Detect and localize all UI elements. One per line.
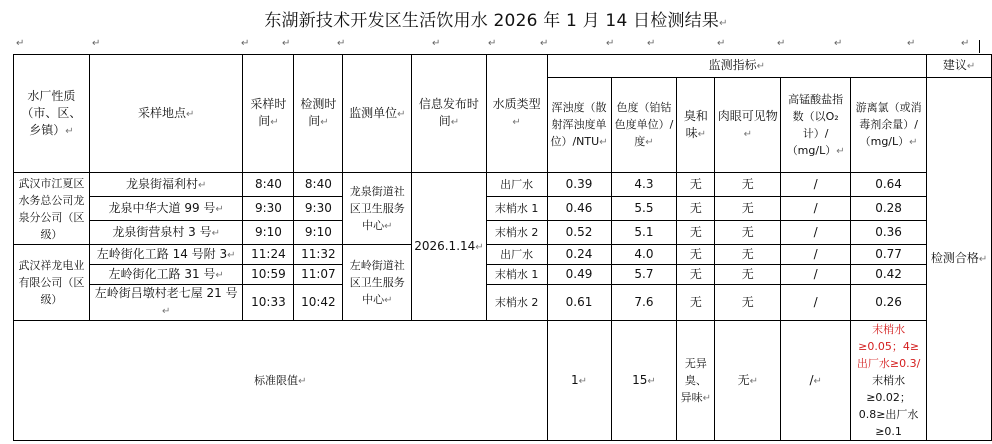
header-suggestion: 建议↵: [927, 55, 992, 78]
sample-time-cell: 9:10: [243, 221, 294, 245]
turbidity-cell: 0.61: [547, 285, 611, 321]
site-cell: 左岭街吕墩村老七屋 21 号↵: [89, 285, 243, 321]
unit-cell: 龙泉街道社区卫生服务中心↵: [343, 173, 412, 245]
page-title: 东湖新技术开发区生活饮用水 2026 年 1 月 14 日检测结果↵: [264, 11, 728, 31]
water-type-cell: 出厂水: [486, 245, 547, 265]
sample-time-cell: 10:33: [243, 285, 294, 321]
standard-chlorine-red: 末梢水≥0.05；4≥出厂水≥0.3/: [856, 323, 921, 370]
water-type-cell: 末梢水 1: [486, 197, 547, 221]
color-cell: 5.5: [611, 197, 677, 221]
standard-color: 15↵: [611, 321, 677, 441]
permanganate-cell: /: [781, 221, 851, 245]
turbidity-cell: 0.49: [547, 265, 611, 285]
odor-cell: 无: [677, 285, 715, 321]
header-water-type: 水质类型↵: [486, 55, 547, 173]
table-row: [14, 285, 992, 321]
permanganate-cell: /: [781, 173, 851, 197]
permanganate-cell: /: [781, 285, 851, 321]
standard-permanganate: /↵: [781, 321, 851, 441]
visible-cell: 无: [715, 173, 781, 197]
chlorine-cell: 0.26: [851, 285, 927, 321]
table-row: [14, 245, 992, 265]
test-time-cell: 9:10: [294, 221, 343, 245]
sample-time-cell: 8:40: [243, 173, 294, 197]
text-cursor: [979, 40, 980, 53]
test-time-cell: 11:07: [294, 265, 343, 285]
color-cell: 4.3: [611, 173, 677, 197]
water-type-cell: 末梢水 1: [486, 265, 547, 285]
color-cell: 5.1: [611, 221, 677, 245]
header-visible: 肉眼可见物↵: [715, 78, 781, 173]
test-time-cell: 8:40: [294, 173, 343, 197]
test-time-cell: 11:32: [294, 245, 343, 265]
header-site: 采样地点↵: [89, 55, 243, 173]
site-cell: 龙泉中华大道 99 号↵: [89, 197, 243, 221]
visible-cell: 无: [715, 197, 781, 221]
sample-time-cell: 9:30: [243, 197, 294, 221]
standard-visible: 无↵: [715, 321, 781, 441]
standard-label: 标准限值↵: [14, 321, 548, 441]
chlorine-cell: 0.42: [851, 265, 927, 285]
standard-turbidity: 1↵: [547, 321, 611, 441]
visible-cell: 无: [715, 245, 781, 265]
table-row: [14, 173, 992, 197]
chlorine-cell: 0.36: [851, 221, 927, 245]
odor-cell: 无: [677, 173, 715, 197]
odor-cell: 无: [677, 197, 715, 221]
header-turbidity: 浑浊度（散射浑浊度单位）/NTU↵: [547, 78, 611, 173]
turbidity-cell: 0.39: [547, 173, 611, 197]
visible-cell: 无: [715, 221, 781, 245]
test-time-cell: 10:42: [294, 285, 343, 321]
standard-chlorine: [851, 321, 927, 441]
sample-time-cell: 11:24: [243, 245, 294, 265]
turbidity-cell: 0.46: [547, 197, 611, 221]
publish-date-cell: 2026.1.14↵: [412, 173, 486, 321]
standard-row: [14, 321, 992, 441]
visible-cell: 无: [715, 285, 781, 321]
sample-time-cell: 10:59: [243, 265, 294, 285]
header-permanganate: 高锰酸盐指数（以O₂计）/（mg/L）↵: [781, 78, 851, 173]
chlorine-cell: 0.28: [851, 197, 927, 221]
header-publish-time: 信息发布时间↵: [412, 55, 486, 173]
color-cell: 5.7: [611, 265, 677, 285]
header-odor: 臭和味↵: [677, 78, 715, 173]
results-table: [13, 54, 992, 441]
header-plant: 水厂性质（市、区、乡镇）↵: [14, 55, 90, 173]
visible-cell: 无: [715, 265, 781, 285]
header-sample-time: 采样时间↵: [243, 55, 294, 173]
permanganate-cell: /: [781, 245, 851, 265]
header-color: 色度（铂钴色度单位）/度↵: [611, 78, 677, 173]
site-cell: 龙泉街福利村↵: [89, 173, 243, 197]
water-type-cell: 末梢水 2: [486, 221, 547, 245]
standard-chlorine-black: 末梢水≥0.02；0.8≥出厂水≥0.1: [858, 374, 919, 438]
water-type-cell: 末梢水 2: [486, 285, 547, 321]
permanganate-cell: /: [781, 197, 851, 221]
color-cell: 4.0: [611, 245, 677, 265]
turbidity-cell: 0.24: [547, 245, 611, 265]
header-chlorine: 游离氯（或消毒剂余量）/（mg/L）↵: [851, 78, 927, 173]
turbidity-cell: 0.52: [547, 221, 611, 245]
chlorine-cell: 0.64: [851, 173, 927, 197]
plant-cell: 武汉市江夏区水务总公司龙泉分公司（区级）: [14, 173, 90, 245]
site-cell: 左岭街化工路 14 号附 3↵: [89, 245, 243, 265]
table-row: [14, 265, 992, 285]
standard-odor: 无异臭、异味↵: [677, 321, 715, 441]
chlorine-cell: 0.77: [851, 245, 927, 265]
color-cell: 7.6: [611, 285, 677, 321]
site-cell: 左岭街化工路 31 号↵: [89, 265, 243, 285]
table-row: [14, 197, 992, 221]
table-row: [14, 221, 992, 245]
site-cell: 龙泉街营泉村 3 号↵: [89, 221, 243, 245]
header-unit: 监测单位↵: [343, 55, 412, 173]
unit-cell: 左岭街道社区卫生服务中心↵: [343, 245, 412, 321]
header-test-time: 检测时间↵: [294, 55, 343, 173]
permanganate-cell: /: [781, 265, 851, 285]
column-ruler: ↵ ↵ ↵ ↵ ↵ ↵ ↵ ↵ ↵ ↵ ↵ ↵ ↵ ↵ ↵: [16, 38, 970, 49]
water-type-cell: 出厂水: [486, 173, 547, 197]
odor-cell: 无: [677, 265, 715, 285]
plant-cell: 武汉祥龙电业有限公司（区级）: [14, 245, 90, 321]
header-monitor-group: 监测指标↵: [547, 55, 927, 78]
odor-cell: 无: [677, 245, 715, 265]
odor-cell: 无: [677, 221, 715, 245]
conclusion-cell: 检测合格↵: [927, 78, 992, 441]
test-time-cell: 9:30: [294, 197, 343, 221]
